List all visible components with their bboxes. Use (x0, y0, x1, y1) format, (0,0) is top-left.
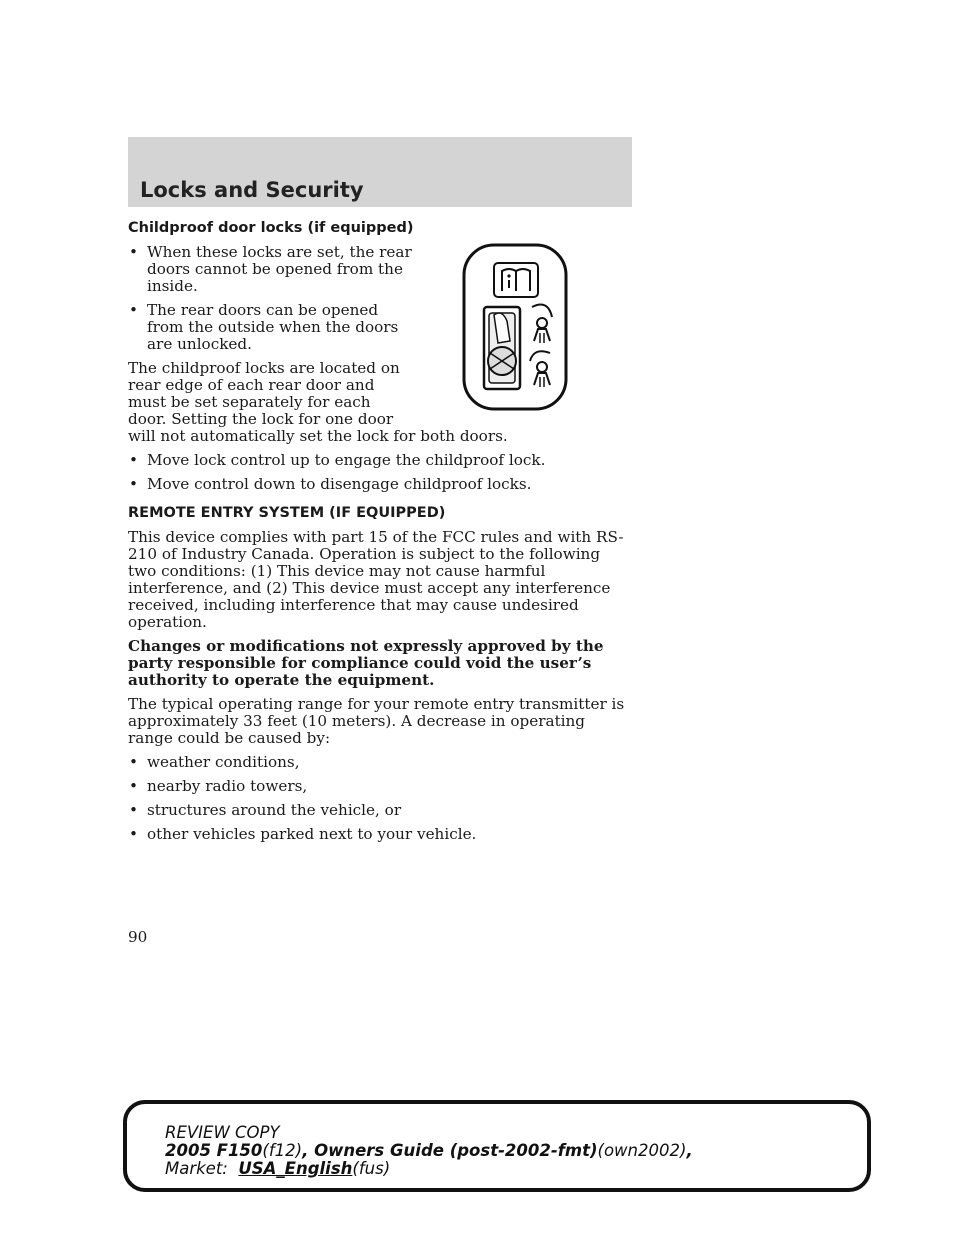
paragraph-line: must be set separately for each (128, 393, 371, 411)
paragraph-line: The childproof locks are located on (128, 359, 400, 377)
list-item: • Move lock control up to engage the childproof lock. (128, 452, 628, 469)
list-item: • When these locks are set, the rear doors cannot be opened from the inside. (128, 244, 412, 295)
market-label: Market: (165, 1159, 228, 1178)
childproof-location-paragraph (128, 360, 628, 445)
market-name: USA_English (238, 1159, 353, 1178)
list-item: • weather conditions, (128, 754, 628, 771)
review-copy-text (165, 1124, 693, 1178)
fcc-warning: Changes or modifications not expressly approved by the party responsible for compliance could void the user’s authority to operate the equipment. (128, 637, 604, 689)
page-content (128, 220, 628, 843)
list-item: • The rear doors can be opened from the outside when the doors are unlocked. (128, 302, 412, 353)
list-item: • Move control down to disengage childproof locks. (128, 476, 628, 493)
page-number: 90 (128, 928, 148, 946)
childproof-heading: Childproof door locks (if equipped) (128, 220, 414, 236)
guide-code: (own2002) (597, 1141, 687, 1160)
separator-comma: , (686, 1141, 693, 1160)
section-title: Locks and Security (140, 178, 364, 202)
remote-entry-heading: REMOTE ENTRY SYSTEM (IF EQUIPPED) (128, 505, 446, 521)
list-item: • structures around the vehicle, or (128, 802, 628, 819)
list-item: • other vehicles parked next to your vehicle. (128, 826, 628, 843)
paragraph-line: rear edge of each rear door and (128, 376, 375, 394)
market-code: (fus) (352, 1159, 391, 1178)
market-line (165, 1160, 693, 1178)
review-copy-label: REVIEW COPY (165, 1123, 280, 1142)
model-code: (f12) (262, 1141, 303, 1160)
model-name: 2005 F150 (165, 1141, 263, 1160)
document-id-line (165, 1142, 693, 1160)
fcc-paragraph: This device complies with part 15 of the FCC rules and with RS-210 of Industry Canada. Operation is subject to the following two conditions: (1) This device may not cause harmful interference, and (2) This device must accept any interference received, including interference that may cause undesired operation. (128, 528, 624, 631)
list-item: • nearby radio towers, (128, 778, 628, 795)
paragraph-line: door. Setting the lock for one door (128, 410, 394, 428)
guide-name: , Owners Guide (post-2002-fmt) (302, 1141, 598, 1160)
range-paragraph: The typical operating range for your remote entry transmitter is approximately 33 feet (10 meters). A decrease in operating range could be caused by: (128, 695, 625, 747)
paragraph-line: will not automatically set the lock for both doors. (128, 427, 508, 445)
